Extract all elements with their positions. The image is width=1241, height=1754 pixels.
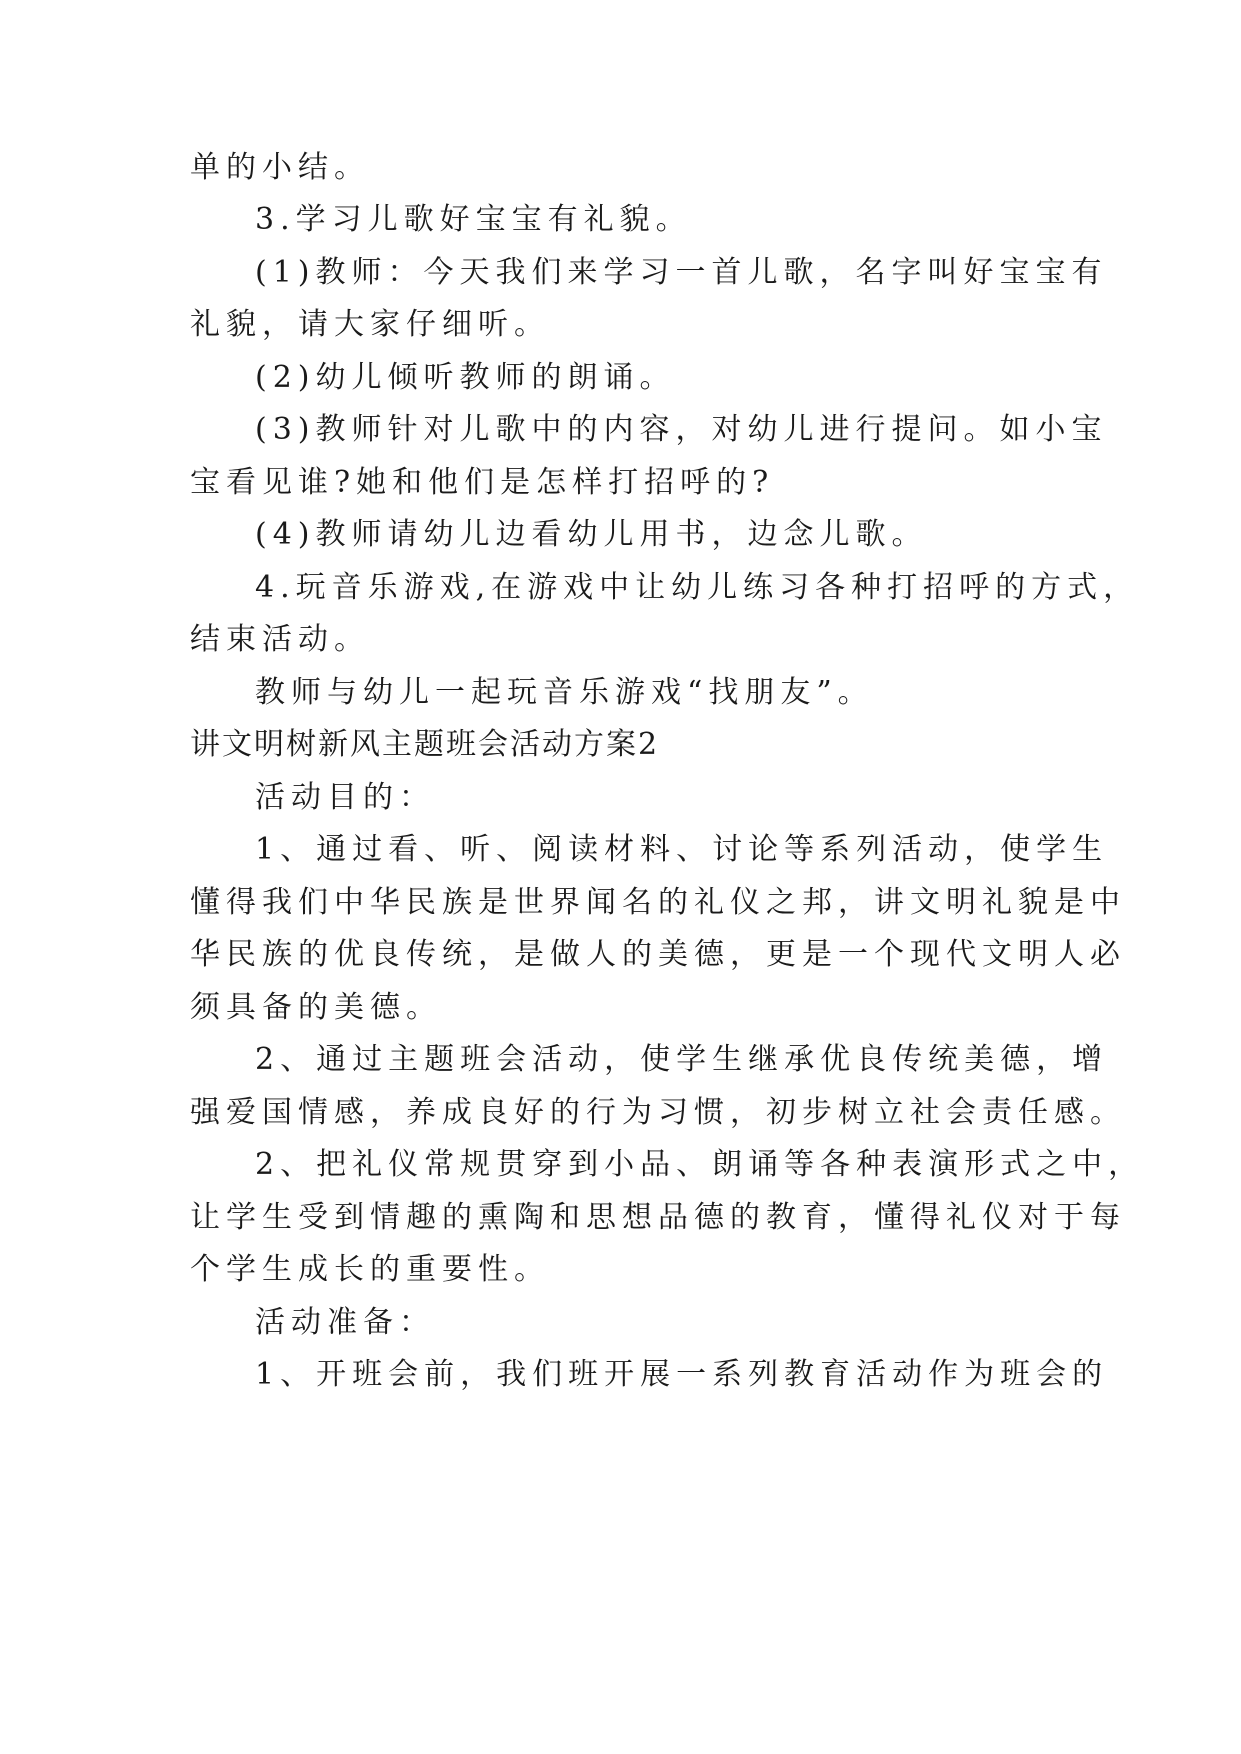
text-line: 让学生受到情趣的熏陶和思想品德的教育，懂得礼仪对于每 [190,1200,1126,1235]
text-line: 教师与幼儿一起玩音乐游戏“找朋友”。 [255,675,874,710]
text-line: 强爱国情感，养成良好的行为习惯，初步树立社会责任感。 [190,1095,1126,1130]
text-line: 懂得我们中华民族是世界闻名的礼仪之邦，讲文明礼貌是中 [190,885,1126,920]
text-line: 华民族的优良传统，是做人的美德，更是一个现代文明人必 [190,937,1126,972]
text-line: (4)教师请幼儿边看幼儿用书，边念儿歌。 [255,517,928,552]
text-line: 结束活动。 [190,622,370,657]
text-line: 2、通过主题班会活动，使学生继承优良传统美德，增 [255,1042,1109,1077]
text-line: 1、开班会前，我们班开展一系列教育活动作为班会的 [255,1357,1109,1392]
section-heading: 讲文明树新风主题班会活动方案2 [190,727,660,762]
text-line: 1、通过看、听、阅读材料、讨论等系列活动，使学生 [255,832,1109,867]
text-line: (2)幼儿倾听教师的朗诵。 [255,360,676,395]
text-line: (3)教师针对儿歌中的内容，对幼儿进行提问。如小宝 [255,412,1108,447]
text-line: 活动准备： [255,1305,435,1340]
text-line: 3.学习儿歌好宝宝有礼貌。 [255,202,692,237]
text-line: 2、把礼仪常规贯穿到小品、朗诵等各种表演形式之中， [255,1147,1145,1182]
text-line: 个学生成长的重要性。 [190,1252,550,1287]
text-line: 4.玩音乐游戏,在游戏中让幼儿练习各种打招呼的方式， [255,570,1140,605]
text-line: 宝看见谁?她和他们是怎样打招呼的? [190,465,775,500]
text-line: (1)教师：今天我们来学习一首儿歌，名字叫好宝宝有 [255,255,1108,290]
text-line: 活动目的： [255,780,435,815]
text-line: 礼貌，请大家仔细听。 [190,307,550,342]
text-line: 须具备的美德。 [190,990,442,1025]
text-line: 单的小结。 [190,150,370,185]
